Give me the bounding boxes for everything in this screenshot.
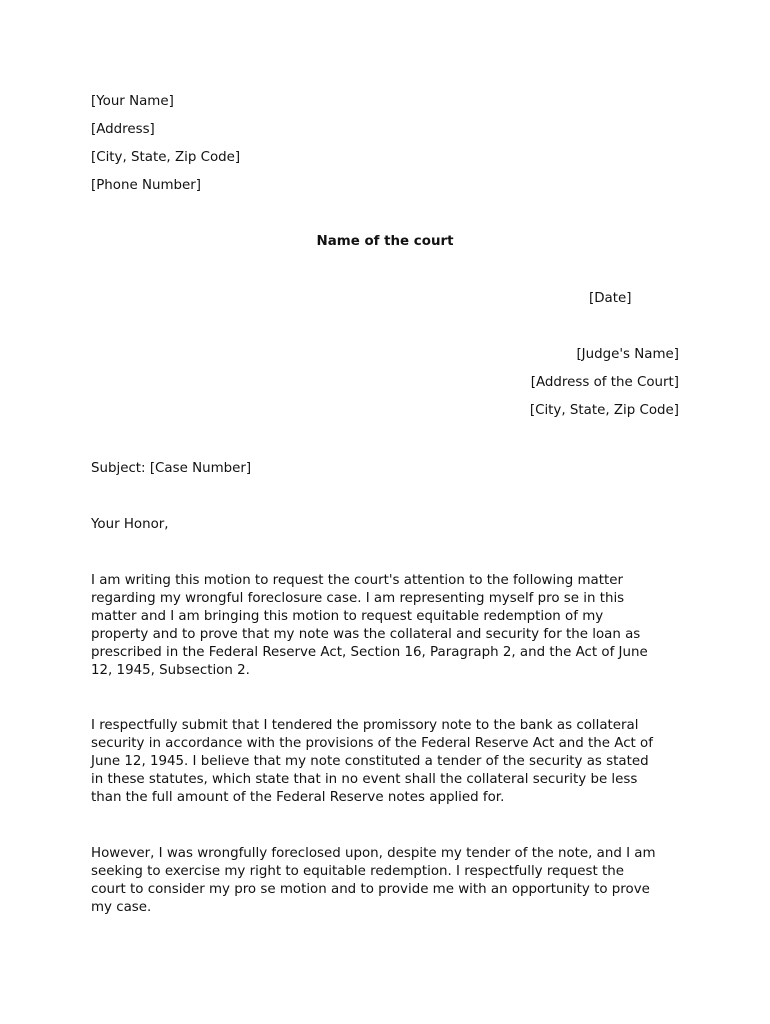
sender-city-state-zip: [City, State, Zip Code] [91,150,241,165]
subject-line: Subject: [Case Number] [91,461,252,476]
body-paragraph-3: However, I was wrongfully foreclosed upon, despite my tender of the note, and I am seeking to exercise my right to equitable redemption. I respectfully request the court to consider my pro se motion and to provide me with an opportunity to prove my case. [91,846,656,915]
recipient-city-state-zip: [City, State, Zip Code] [529,403,679,418]
recipient-judge-name: [Judge's Name] [576,347,679,362]
court-title: Name of the court [316,234,454,249]
recipient-court-address: [Address of the Court] [530,375,679,390]
body-paragraph-1: I am writing this motion to request the court's attention to the following matter regarding my wrongful foreclosure case. I am representing myself pro se in this matter and I am bringing this motion to request equitable redemption of my property and to prove that my note was the collateral and security for the loan as prescribed in the Federal Reserve Act, Section 16, Paragraph 2, and the Act of June 12, 1945, Subsection 2. [91,573,648,678]
salutation: Your Honor, [91,517,169,532]
letter-date: [Date] [589,291,632,306]
sender-name: [Your Name] [91,94,174,109]
body-paragraph-2: I respectfully submit that I tendered the promissory note to the bank as collateral security in accordance with the provisions of the Federal Reserve Act and the Act of June 12, 1945. I believe that my note constituted a tender of the security as stated in these statutes, which state that in no event shall the collateral security be less than the full amount of the Federal Reserve notes applied for. [91,718,653,805]
sender-address: [Address] [91,122,155,137]
sender-phone: [Phone Number] [91,178,201,193]
